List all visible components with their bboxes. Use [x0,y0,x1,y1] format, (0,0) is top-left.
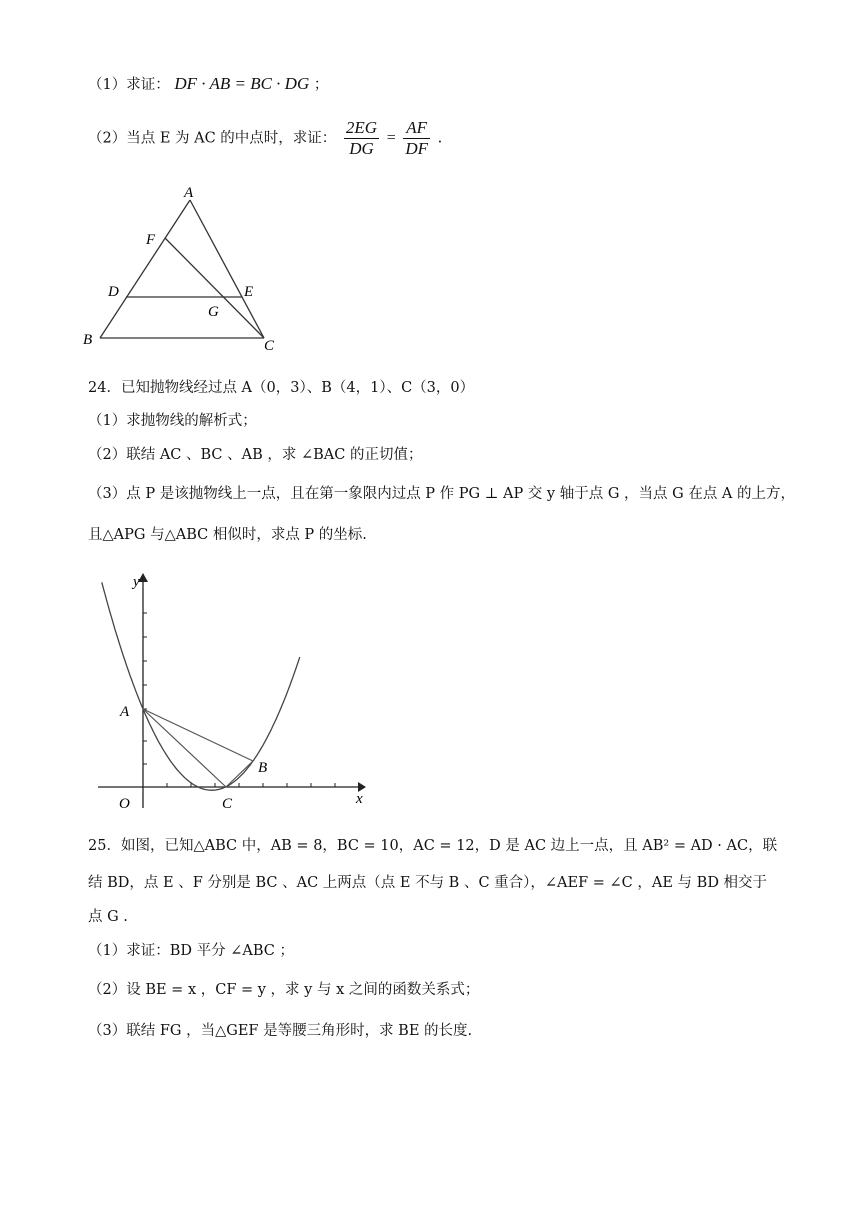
label-g: G [208,304,219,320]
fraction-numerator: AF [403,118,430,139]
fraction-denominator: DG [349,139,374,158]
segment-ac [143,709,226,787]
label-x-axis: x [356,791,363,807]
q24-parabola-figure [90,568,380,813]
q23-part1-formula: DF · AB = BC · DG [174,74,310,93]
label-y-axis: y [133,574,140,590]
fraction-numerator: 2EG [345,118,378,137]
label-d: D [108,284,119,300]
parabola-curve [102,582,300,790]
q23-fraction-2 [403,118,430,159]
q24-part1: （1）求抛物线的解析式； [88,413,257,429]
q23-part1-end: ； [313,77,329,93]
label-e: E [244,284,254,300]
q25-line1: 25．如图，已知△ABC 中，AB = 8，BC = 10，AC = 12，D 是 AC 边上一点，且 AB² = AD · AC，联 [88,838,778,854]
q23-part2-end: . [437,130,443,147]
segment-ab [143,709,253,761]
q25-line3: 点 G . [88,909,128,925]
q23-fraction-1 [344,118,379,159]
q25-part3: （3）联结 FG ，当△GEF 是等腰三角形时，求 BE 的长度. [88,1023,473,1039]
label-c: C [222,796,233,812]
q25-part2: （2）设 BE = x ，CF = y ，求 y 与 x 之间的函数关系式； [88,982,480,998]
label-origin: O [119,796,130,812]
label-b: B [258,760,268,776]
label-f: F [146,232,156,248]
equals-sign: = [386,129,396,147]
label-a: A [184,185,194,201]
q25-line2: 结 BD，点 E 、F 分别是 BC 、AC 上两点（点 E 不与 B 、C 重合），∠AEF = ∠C ，AE 与 BD 相交于 [88,875,768,891]
label-b: B [83,332,93,348]
label-a: A [120,704,130,720]
label-c: C [264,338,275,354]
fraction-denominator: DF [405,139,429,158]
q23-part1 [88,74,328,95]
q24-stem: 24．已知抛物线经过点 A（0，3）、B（4，1）、C（3，0） [88,380,475,396]
q24-part3-line2: 且△APG 与△ABC 相似时，求点 P 的坐标. [88,527,367,543]
q23-part2 [88,118,442,159]
q23-triangle-figure [80,180,290,355]
q23-part1-text: （1）求证： [88,77,170,93]
q24-part3-line1: （3）点 P 是该抛物线上一点，且在第一象限内过点 P 作 PG ⊥ AP 交 y 轴于点 G ，当点 G 在点 A 的上方， [88,486,796,502]
q25-part1: （1）求证：BD 平分 ∠ABC ； [88,943,294,959]
q23-part2-text: （2）当点 E 为 AC 的中点时，求证： [88,130,337,147]
q24-part2: （2）联结 AC 、BC 、AB ，求 ∠BAC 的正切值； [88,447,423,463]
